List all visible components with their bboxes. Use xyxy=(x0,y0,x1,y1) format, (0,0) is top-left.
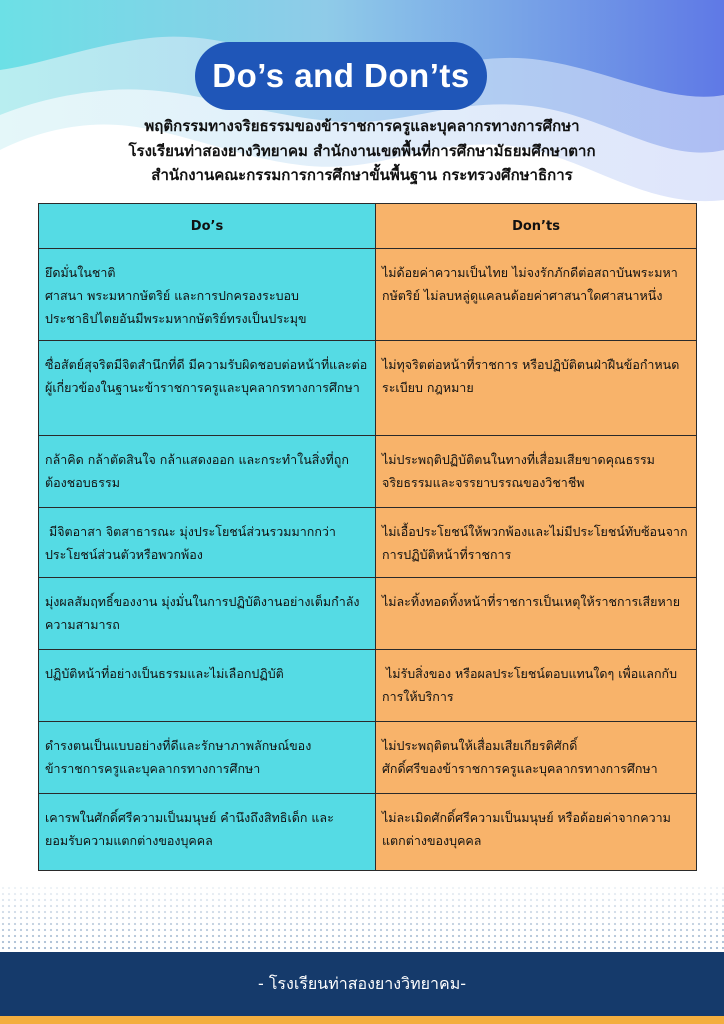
table-row xyxy=(39,508,697,578)
table-row xyxy=(39,794,697,871)
do-cell xyxy=(39,508,376,578)
page-title: Do’s and Don’ts xyxy=(212,57,470,94)
table-header-row xyxy=(39,204,697,249)
dotted-pattern-decoration xyxy=(0,885,724,955)
do-cell xyxy=(39,341,376,436)
do-cell xyxy=(39,794,376,871)
table-row xyxy=(39,578,697,650)
dont-text: ไม่ละทิ้งทอดทิ้งหน้าที่ราชการเป็นเหตุให้ราชการเสียหาย xyxy=(382,594,681,609)
table-row xyxy=(39,341,697,436)
do-text: ยึดมั่นในชาติ ศาสนา พระมหากษัตริย์ และการปกครองระบอบประชาธิปไตยอันมีพระมหากษัตริย์ทรงเป็นประมุข xyxy=(45,265,307,326)
dont-cell xyxy=(376,508,697,578)
dont-text: ไม่ประพฤติตนให้เสื่อมเสียเกียรติศักดิ์ ศักดิ์ศรีของข้าราชการครูและบุคลากรทางการศึกษา xyxy=(382,738,658,776)
dont-cell xyxy=(376,794,697,871)
footer-band xyxy=(0,952,724,1016)
subtitle-line-1: พฤติกรรมทางจริยธรรมของข้าราชการครูและบุคลากรทางการศึกษา xyxy=(144,117,580,135)
do-cell xyxy=(39,650,376,722)
dont-text: ไม่ประพฤติปฏิบัติตนในทางที่เสื่อมเสียขาดคุณธรรมจริยธรรมและจรรยาบรรณของวิชาชีพ xyxy=(382,452,655,490)
dont-text: ไม่ละเมิดศักดิ์ศรีความเป็นมนุษย์ หรือด้อยค่าจากความแตกต่างของบุคคล xyxy=(382,810,671,848)
table-row xyxy=(39,650,697,722)
dont-cell xyxy=(376,578,697,650)
subtitle-line-2: โรงเรียนท่าสองยางวิทยาคม สำนักงานเขตพื้นที่การศึกษามัธยมศึกษาตาก xyxy=(128,142,596,160)
dos-and-donts-table xyxy=(38,203,697,871)
subtitle-line-3: สำนักงานคณะกรรมการการศึกษาขั้นพื้นฐาน กระทรวงศึกษาธิการ xyxy=(151,166,573,184)
do-text: กล้าคิด กล้าตัดสินใจ กล้าแสดงออก และกระทำในสิ่งที่ถูกต้องชอบธรรม xyxy=(45,452,349,490)
dont-text: ไม่รับสิ่งของ หรือผลประโยชน์ตอบแทนใดๆ เพื่อแลกกับการให้บริการ xyxy=(382,666,678,704)
table-row xyxy=(39,249,697,341)
dont-text: ไม่ทุจริตต่อหน้าที่ราชการ หรือปฏิบัติตนฝ่าฝืนข้อกำหนด ระเบียบ กฎหมาย xyxy=(382,357,680,395)
table-row xyxy=(39,436,697,508)
dos-header: Do’s xyxy=(39,204,376,249)
dont-cell xyxy=(376,249,697,341)
dont-text: ไม่ด้อยค่าความเป็นไทย ไม่จงรักภักดีต่อสถาบันพระมหากษัตริย์ ไม่ลบหลู่ดูแคลนด้อยค่าศาสนาใดศาสนาหนึ่ง xyxy=(382,265,678,303)
dont-cell xyxy=(376,722,697,794)
do-text: เคารพในศักดิ์ศรีความเป็นมนุษย์ คำนึงถึงสิทธิเด็ก และยอมรับความแตกต่างของบุคคล xyxy=(45,810,334,848)
do-cell xyxy=(39,722,376,794)
do-cell xyxy=(39,249,376,341)
table-row xyxy=(39,722,697,794)
footer-accent-strip xyxy=(0,1016,724,1024)
do-text: ดำรงตนเป็นแบบอย่างที่ดีและรักษาภาพลักษณ์ของข้าราชการครูและบุคลากรทางการศึกษา xyxy=(45,738,312,776)
do-cell xyxy=(39,436,376,508)
do-text: มุ่งผลสัมฤทธิ์ของงาน มุ่งมั่นในการปฏิบัติงานอย่างเต็มกำลังความสามารถ xyxy=(45,594,360,632)
dont-cell xyxy=(376,650,697,722)
do-text: ซื่อสัตย์สุจริตมีจิตสำนึกที่ดี มีความรับผิดชอบต่อหน้าที่และต่อผู้เกี่ยวข้องในฐานะข้าราชการครูและบุคลากรทางการศึกษา xyxy=(45,357,368,395)
do-text: มีจิตอาสา จิตสาธารณะ มุ่งประโยชน์ส่วนรวมมากกว่าประโยชน์ส่วนตัวหรือพวกพ้อง xyxy=(45,524,336,562)
footer-school-name: - โรงเรียนท่าสองยางวิทยาคม- xyxy=(257,973,467,993)
do-cell xyxy=(39,578,376,650)
dont-cell xyxy=(376,436,697,508)
do-text: ปฏิบัติหน้าที่อย่างเป็นธรรมและไม่เลือกปฏิบัติ xyxy=(45,666,284,681)
dont-cell xyxy=(376,341,697,436)
donts-header: Don’ts xyxy=(376,204,697,249)
title-banner xyxy=(195,42,487,110)
dont-text: ไม่เอื้อประโยชน์ให้พวกพ้องและไม่มีประโยชน์ทับซ้อนจากการปฏิบัติหน้าที่ราชการ xyxy=(382,524,688,562)
